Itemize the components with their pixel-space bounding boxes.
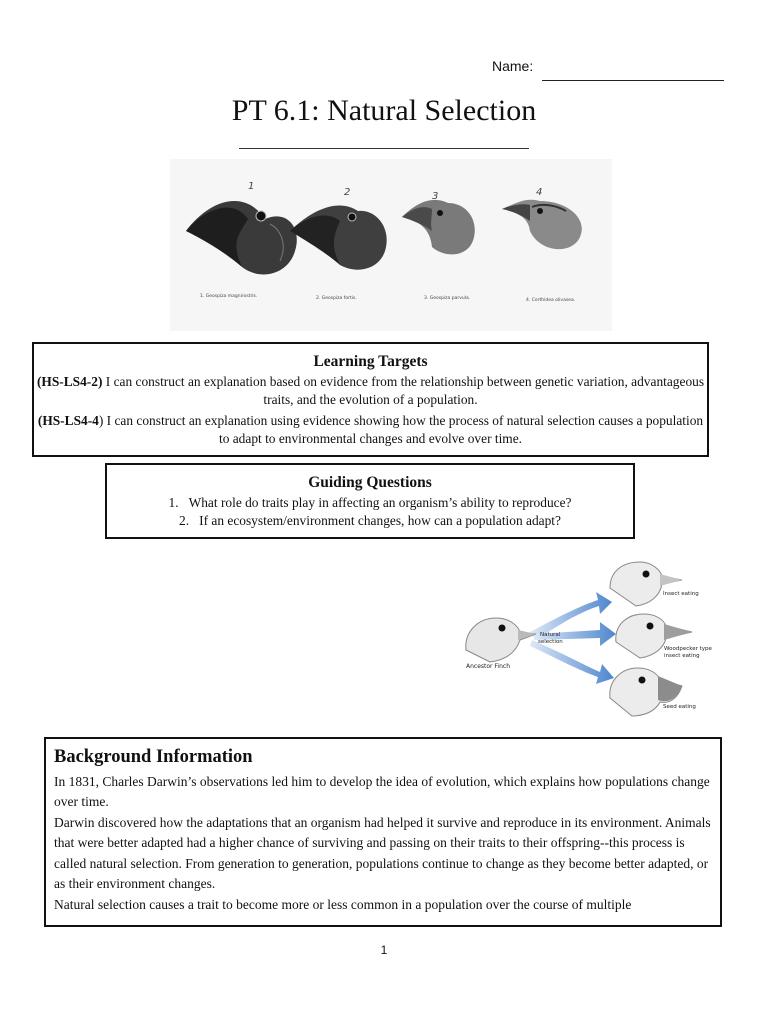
finch-head-3: [402, 191, 475, 301]
woodpecker-label: Woodpecker type: [664, 646, 712, 652]
question-number: 2.: [179, 513, 190, 528]
learning-target-text: ) I can construct an explanation using evidence showing how the process of natural selection causes a population to adapt to environmental changes and evolve over time.: [98, 413, 704, 446]
question-text: What role do traits play in affecting an organism’s ability to reproduce?: [188, 495, 572, 510]
finch-caption-4: 4. Certhidea olivasea.: [526, 298, 576, 303]
learning-target-1: [34, 373, 707, 409]
finch-number-4: 4: [536, 187, 543, 198]
list-item: [107, 494, 633, 512]
name-label: Name:: [492, 58, 534, 74]
finch-radiation-illustration: [460, 556, 720, 724]
background-heading: Background Information: [54, 747, 253, 767]
ancestor-finch-icon: [466, 618, 536, 662]
arrow-down-icon: [530, 640, 614, 684]
guiding-questions-box: [105, 463, 635, 539]
guiding-questions-heading: Guiding Questions: [308, 474, 432, 491]
background-paragraph-2: Darwin discovered how the adaptations that an organism had helped it survive and reproduce in its environment. Animals that were better adapted had a higher chance of surviving and passing on their traits to their offspring--this process is called natural selection. From generation to generation, populations continue to change as they become better adapted, or as their environment changes.: [54, 814, 711, 891]
finch-head-1: [186, 181, 297, 299]
title-divider: [239, 148, 529, 149]
finch-caption-2: 2. Geospiza fortis.: [316, 296, 357, 301]
finch-number-1: 1: [248, 181, 255, 192]
natural-selection-label: Natural: [540, 632, 561, 638]
question-number: 1.: [168, 495, 179, 510]
darwin-finches-plate: [170, 159, 612, 331]
finch-head-4: [502, 187, 582, 303]
woodpecker-label-2: insect eating: [664, 653, 700, 659]
natural-selection-diagram: [460, 556, 720, 724]
background-paragraph-1: In 1831, Charles Darwin’s observations led him to develop the idea of evolution, which explains how populations change over time.: [54, 773, 710, 809]
page-number: 1: [380, 943, 388, 957]
finch-caption-1: 1. Geospiza magnirostris.: [200, 294, 258, 299]
finch-number-2: 2: [344, 187, 351, 198]
finch-caption-3: 3. Geospiza parvula.: [424, 296, 471, 301]
insect-eating-label: Insect eating: [663, 591, 699, 597]
finch-number-3: 3: [432, 191, 439, 202]
learning-target-text: I can construct an explanation based on evidence from the relationship between genetic variation, advantageous traits, and the evolution of a population.: [102, 374, 705, 407]
finch-head-2: [290, 187, 387, 301]
page-title: PT 6.1: Natural Selection: [231, 94, 537, 127]
standard-code: (HS-LS4-2): [36, 374, 103, 389]
seed-eating-label: Seed eating: [663, 704, 696, 710]
question-text: If an ecosystem/environment changes, how can a population adapt?: [199, 513, 561, 528]
learning-targets-box: [32, 342, 709, 457]
background-paragraph-3: Natural selection causes a trait to become more or less common in a population over the course of multiple: [54, 896, 632, 912]
natural-selection-label-2: selection: [538, 639, 563, 645]
name-field[interactable]: [492, 56, 724, 82]
guiding-questions-list: [107, 494, 633, 530]
insect-eating-finch-icon: [610, 562, 682, 606]
standard-code: (HS-LS4-4: [37, 413, 99, 428]
finch-heads-illustration: [170, 159, 612, 331]
learning-targets-heading: Learning Targets: [313, 353, 428, 370]
ancestor-finch-label: Ancestor Finch: [466, 663, 511, 670]
learning-target-2: [34, 412, 707, 448]
name-underline: [542, 80, 724, 81]
list-item: [107, 512, 633, 530]
background-information-box: [44, 737, 722, 927]
